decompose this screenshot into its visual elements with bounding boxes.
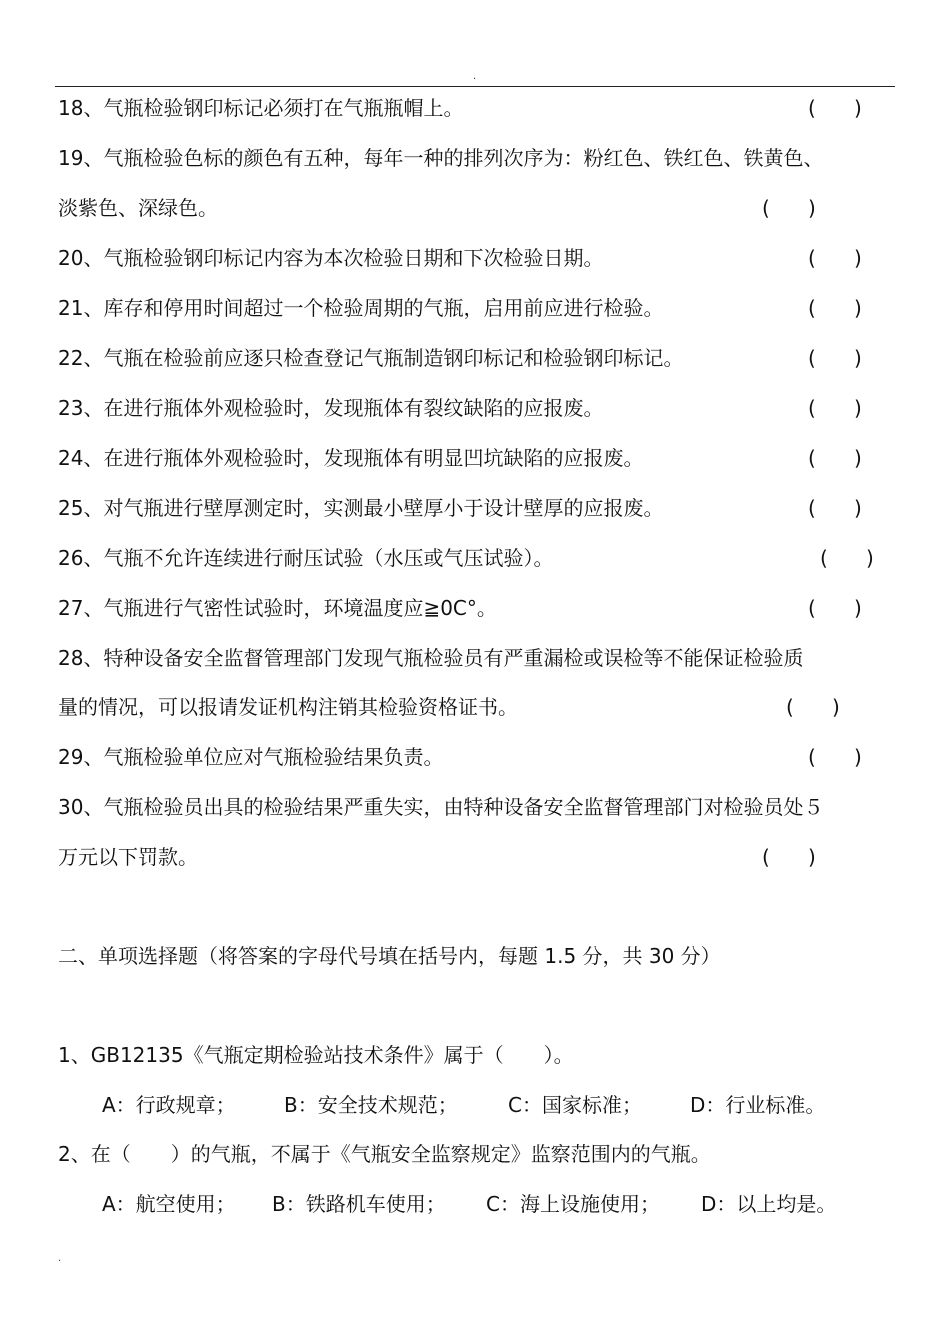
answer-blank-26: ( )	[820, 546, 874, 570]
question-19-line-1: 19、气瓶检验色标的颜色有五种，每年一种的排列次序为：粉红色、铁红色、铁黄色、	[58, 146, 824, 170]
answer-blank-19: ( )	[762, 196, 816, 220]
question-18: 18、气瓶检验钢印标记必须打在气瓶瓶帽上。	[58, 96, 464, 120]
question-24: 24、在进行瓶体外观检验时，发现瓶体有明显凹坑缺陷的应报废。	[58, 446, 644, 470]
mc-q2-option-c: C：海上设施使用；	[486, 1192, 660, 1216]
mc-question-1: 1、GB12135《气瓶定期检验站技术条件》属于（ ）。	[58, 1043, 574, 1067]
question-30-line-2: 万元以下罚款。	[58, 845, 198, 869]
footer-dot: .	[58, 1253, 62, 1264]
mc-q1-option-d: D：行业标准。	[690, 1093, 826, 1117]
question-20: 20、气瓶检验钢印标记内容为本次检验日期和下次检验日期。	[58, 246, 604, 270]
question-21: 21、库存和停用时间超过一个检验周期的气瓶，启用前应进行检验。	[58, 296, 664, 320]
mc-q1-option-a: A：行政规章；	[102, 1093, 236, 1117]
question-22: 22、气瓶在检验前应逐只检查登记气瓶制造钢印标记和检验钢印标记。	[58, 346, 684, 370]
question-26: 26、气瓶不允许连续进行耐压试验（水压或气压试验）。	[58, 546, 554, 570]
answer-blank-25: ( )	[808, 496, 862, 520]
mc-q1-option-b: B：安全技术规范；	[284, 1093, 458, 1117]
answer-blank-21: ( )	[808, 296, 862, 320]
question-19-line-2: 淡紫色、深绿色。	[58, 196, 218, 220]
answer-blank-29: ( )	[808, 745, 862, 769]
answer-blank-23: ( )	[808, 396, 862, 420]
question-23: 23、在进行瓶体外观检验时，发现瓶体有裂纹缺陷的应报废。	[58, 396, 604, 420]
answer-blank-30: ( )	[762, 845, 816, 869]
question-25: 25、对气瓶进行壁厚测定时，实测最小壁厚小于设计壁厚的应报废。	[58, 496, 664, 520]
mc-question-2: 2、在（ ）的气瓶，不属于《气瓶安全监察规定》监察范围内的气瓶。	[58, 1142, 711, 1166]
answer-blank-27: ( )	[808, 596, 862, 620]
mc-q2-option-b: B：铁路机车使用；	[272, 1192, 446, 1216]
header-dot: .	[473, 71, 477, 82]
header-rule	[55, 86, 895, 87]
question-28-line-2: 量的情况，可以报请发证机构注销其检验资格证书。	[58, 695, 518, 719]
question-29: 29、气瓶检验单位应对气瓶检验结果负责。	[58, 745, 444, 769]
question-30-line-1: 30、气瓶检验员出具的检验结果严重失实，由特种设备安全监督管理部门对检验员处５	[58, 795, 824, 819]
mc-q1-option-c: C：国家标准；	[508, 1093, 642, 1117]
answer-blank-20: ( )	[808, 246, 862, 270]
question-28-line-1: 28、特种设备安全监督管理部门发现气瓶检验员有严重漏检或误检等不能保证检验质	[58, 646, 804, 670]
answer-blank-22: ( )	[808, 346, 862, 370]
question-27: 27、气瓶进行气密性试验时，环境温度应≧0C°。	[58, 596, 497, 620]
answer-blank-18: ( )	[808, 96, 862, 120]
answer-blank-28: ( )	[786, 695, 840, 719]
mc-q2-option-d: D：以上均是。	[701, 1192, 837, 1216]
section-heading-multiple-choice: 二、单项选择题（将答案的字母代号填在括号内，每题 1.5 分，共 30 分）	[58, 944, 721, 968]
mc-q2-option-a: A：航空使用；	[102, 1192, 236, 1216]
answer-blank-24: ( )	[808, 446, 862, 470]
